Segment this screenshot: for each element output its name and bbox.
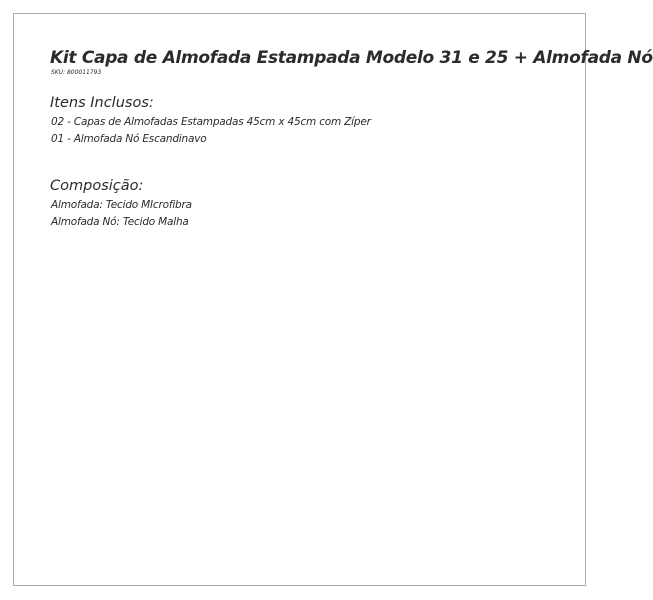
included-item: 01 - Almofada Nó Escandinavo (51, 133, 207, 145)
composition-heading: Composição: (50, 178, 144, 194)
card-border (13, 13, 653, 586)
product-sku: SKU: 800011793 (51, 69, 102, 76)
composition-item: Almofada Nó: Tecido Malha (51, 216, 189, 228)
product-title: Kit Capa de Almofada Estampada Modelo 31 e 25 + Almofada Nó (50, 48, 653, 68)
included-items-heading: Itens Inclusos: (50, 95, 154, 111)
composition-item: Almofada: Tecido MIcrofibra (51, 199, 192, 211)
included-item: 02 - Capas de Almofadas Estampadas 45cm x 45cm com Zíper (51, 116, 371, 128)
